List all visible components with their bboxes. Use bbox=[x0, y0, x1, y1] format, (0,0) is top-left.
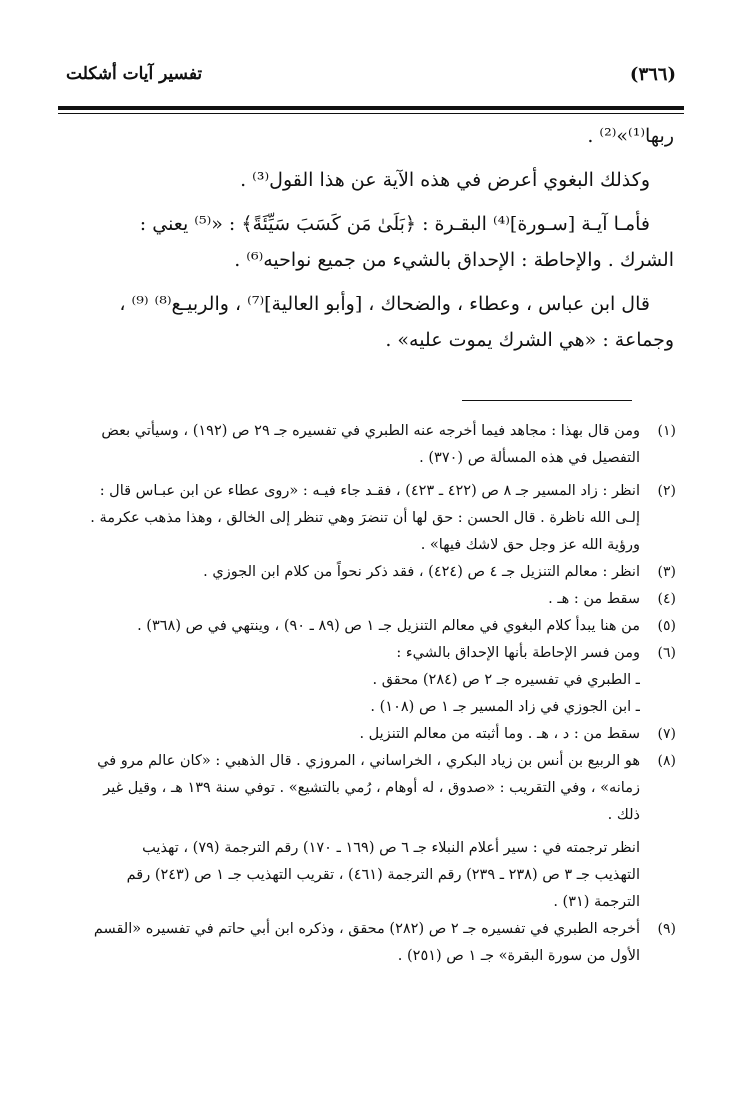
footnote-number: (٨) bbox=[657, 753, 676, 769]
footnote-1 bbox=[58, 418, 678, 472]
footnote-line: انظر : زاد المسير جـ ٨ ص (٤٢٢ ـ ٤٢٣) ، فقـد جاء فيـه : «روى عطاء عن ابن عبـاس قال : bbox=[99, 483, 640, 499]
footnote-line: أخرجه الطبري في تفسيره جـ ٢ ص (٢٨٢) محقق ، وذكره ابن أبي حاتم في تفسيره «القسم bbox=[93, 921, 640, 937]
footnotes bbox=[58, 418, 678, 970]
footnote-line: انظر : معالم التنزيل جـ ٤ ص (٤٢٤) ، فقد ذكر نحواً من كلام ابن الجوزي . bbox=[203, 564, 640, 580]
main-text bbox=[70, 118, 674, 358]
header-rule-thin bbox=[58, 113, 684, 114]
footnote-number: (٩) bbox=[657, 921, 676, 937]
footnote-line: ـ ابن الجوزي في زاد المسير جـ ١ ص (١٠٨) . bbox=[370, 699, 640, 715]
footnote-4 bbox=[58, 586, 678, 613]
footnote-number: (٥) bbox=[657, 618, 676, 634]
footnote-line: ومن قال بهذا : مجاهد فيما أخرجه عنه الطبري في تفسيره جـ ٢٩ ص (١٩٢) ، وسيأتي بعض bbox=[101, 423, 640, 439]
page-header bbox=[58, 62, 684, 92]
footnote-line: هو الربيع بن أنس بن زياد البكري ، الخراساني ، المروزي . قال الذهبي : «كان عالم مرو في bbox=[97, 753, 640, 769]
text-line: فأمـا آيـة [سـورة]⁽⁴⁾ البقـرة : ﴿بَلَىٰ مَن كَسَبَ سَيِّئَةً﴾ : «⁽⁵⁾ يعني : bbox=[139, 213, 650, 235]
footnote-separator bbox=[462, 400, 632, 401]
footnote-line: الترجمة (٣١) . bbox=[553, 894, 640, 910]
footnote-line: سقط من : هـ . bbox=[548, 591, 640, 607]
footnote-line: ورؤية الله عز وجل حق لاشك فيها» . bbox=[420, 537, 640, 553]
footnote-number: (١) bbox=[657, 423, 676, 439]
footnote-number: (٧) bbox=[657, 726, 676, 742]
footnote-line: زمانه» ، وفي التقريب : «صدوق ، له أوهام ، رُمي بالتشيع» . توفي سنة ١٣٩ هـ ، وقيل غير bbox=[103, 780, 640, 796]
book-title: تفسير آيات أشكلت bbox=[66, 64, 203, 84]
text-line: الشرك . والإحاطة : الإحداق بالشيء من جميع نواحيه⁽⁶⁾ . bbox=[234, 249, 674, 271]
footnote-line: ذلك . bbox=[607, 807, 640, 823]
text-line: ربها⁽¹⁾»⁽²⁾ . bbox=[587, 125, 674, 147]
footnote-5 bbox=[58, 613, 678, 640]
footnote-line: ـ الطبري في تفسيره جـ ٢ ص (٢٨٤) محقق . bbox=[372, 672, 640, 688]
footnote-8 bbox=[58, 748, 678, 916]
footnote-line: سقط من : د ، هـ . وما أثبته من معالم التنزيل . bbox=[359, 726, 640, 742]
footnote-9 bbox=[58, 916, 678, 970]
footnote-number: (٦) bbox=[657, 645, 676, 661]
header-rule-thick bbox=[58, 106, 684, 110]
footnote-number: (٢) bbox=[657, 483, 676, 499]
footnote-line: الأول من سورة البقرة» جـ ١ ص (٢٥١) . bbox=[397, 948, 640, 964]
page-number: (٣٦٦) bbox=[629, 64, 676, 85]
footnote-line: التهذيب جـ ٣ ص (٢٣٨ ـ ٢٣٩) رقم الترجمة (٤٦١) ، تقريب التهذيب جـ ١ ص (٢٤٣) رقم bbox=[126, 867, 640, 883]
footnote-7 bbox=[58, 721, 678, 748]
footnote-line: من هنا يبدأ كلام البغوي في معالم التنزيل جـ ١ ص (٨٩ ـ ٩٠) ، وينتهي في ص (٣٦٨) . bbox=[137, 618, 640, 634]
footnote-line: التفصيل في هذه المسألة ص (٣٧٠) . bbox=[419, 450, 640, 466]
text-line: قال ابن عباس ، وعطاء ، والضحاك ، [وأبو العالية]⁽⁷⁾ ، والربيـع⁽⁸⁾ ⁽⁹⁾ ، bbox=[119, 293, 650, 315]
footnote-number: (٤) bbox=[657, 591, 676, 607]
footnote-3 bbox=[58, 559, 678, 586]
footnote-line: انظر ترجمته في : سير أعلام النبلاء جـ ٦ ص (١٦٩ ـ ١٧٠) رقم الترجمة (٧٩) ، تهذيب bbox=[142, 840, 640, 856]
footnote-line: إلـى الله ناظرة . قال الحسن : حق لها أن تنضرَ وهي تنظر إلى الخالق ، وهذا مذهب عكرمة . bbox=[90, 510, 640, 526]
footnote-line: ومن فسر الإحاطة بأنها الإحداق بالشيء : bbox=[396, 645, 640, 661]
text-line: وكذلك البغوي أعرض في هذه الآية عن هذا القول⁽³⁾ . bbox=[240, 169, 650, 191]
footnote-number: (٣) bbox=[657, 564, 676, 580]
footnote-6 bbox=[58, 640, 678, 721]
footnote-2 bbox=[58, 478, 678, 559]
text-line: وجماعة : «هي الشرك يموت عليه» . bbox=[385, 329, 674, 351]
